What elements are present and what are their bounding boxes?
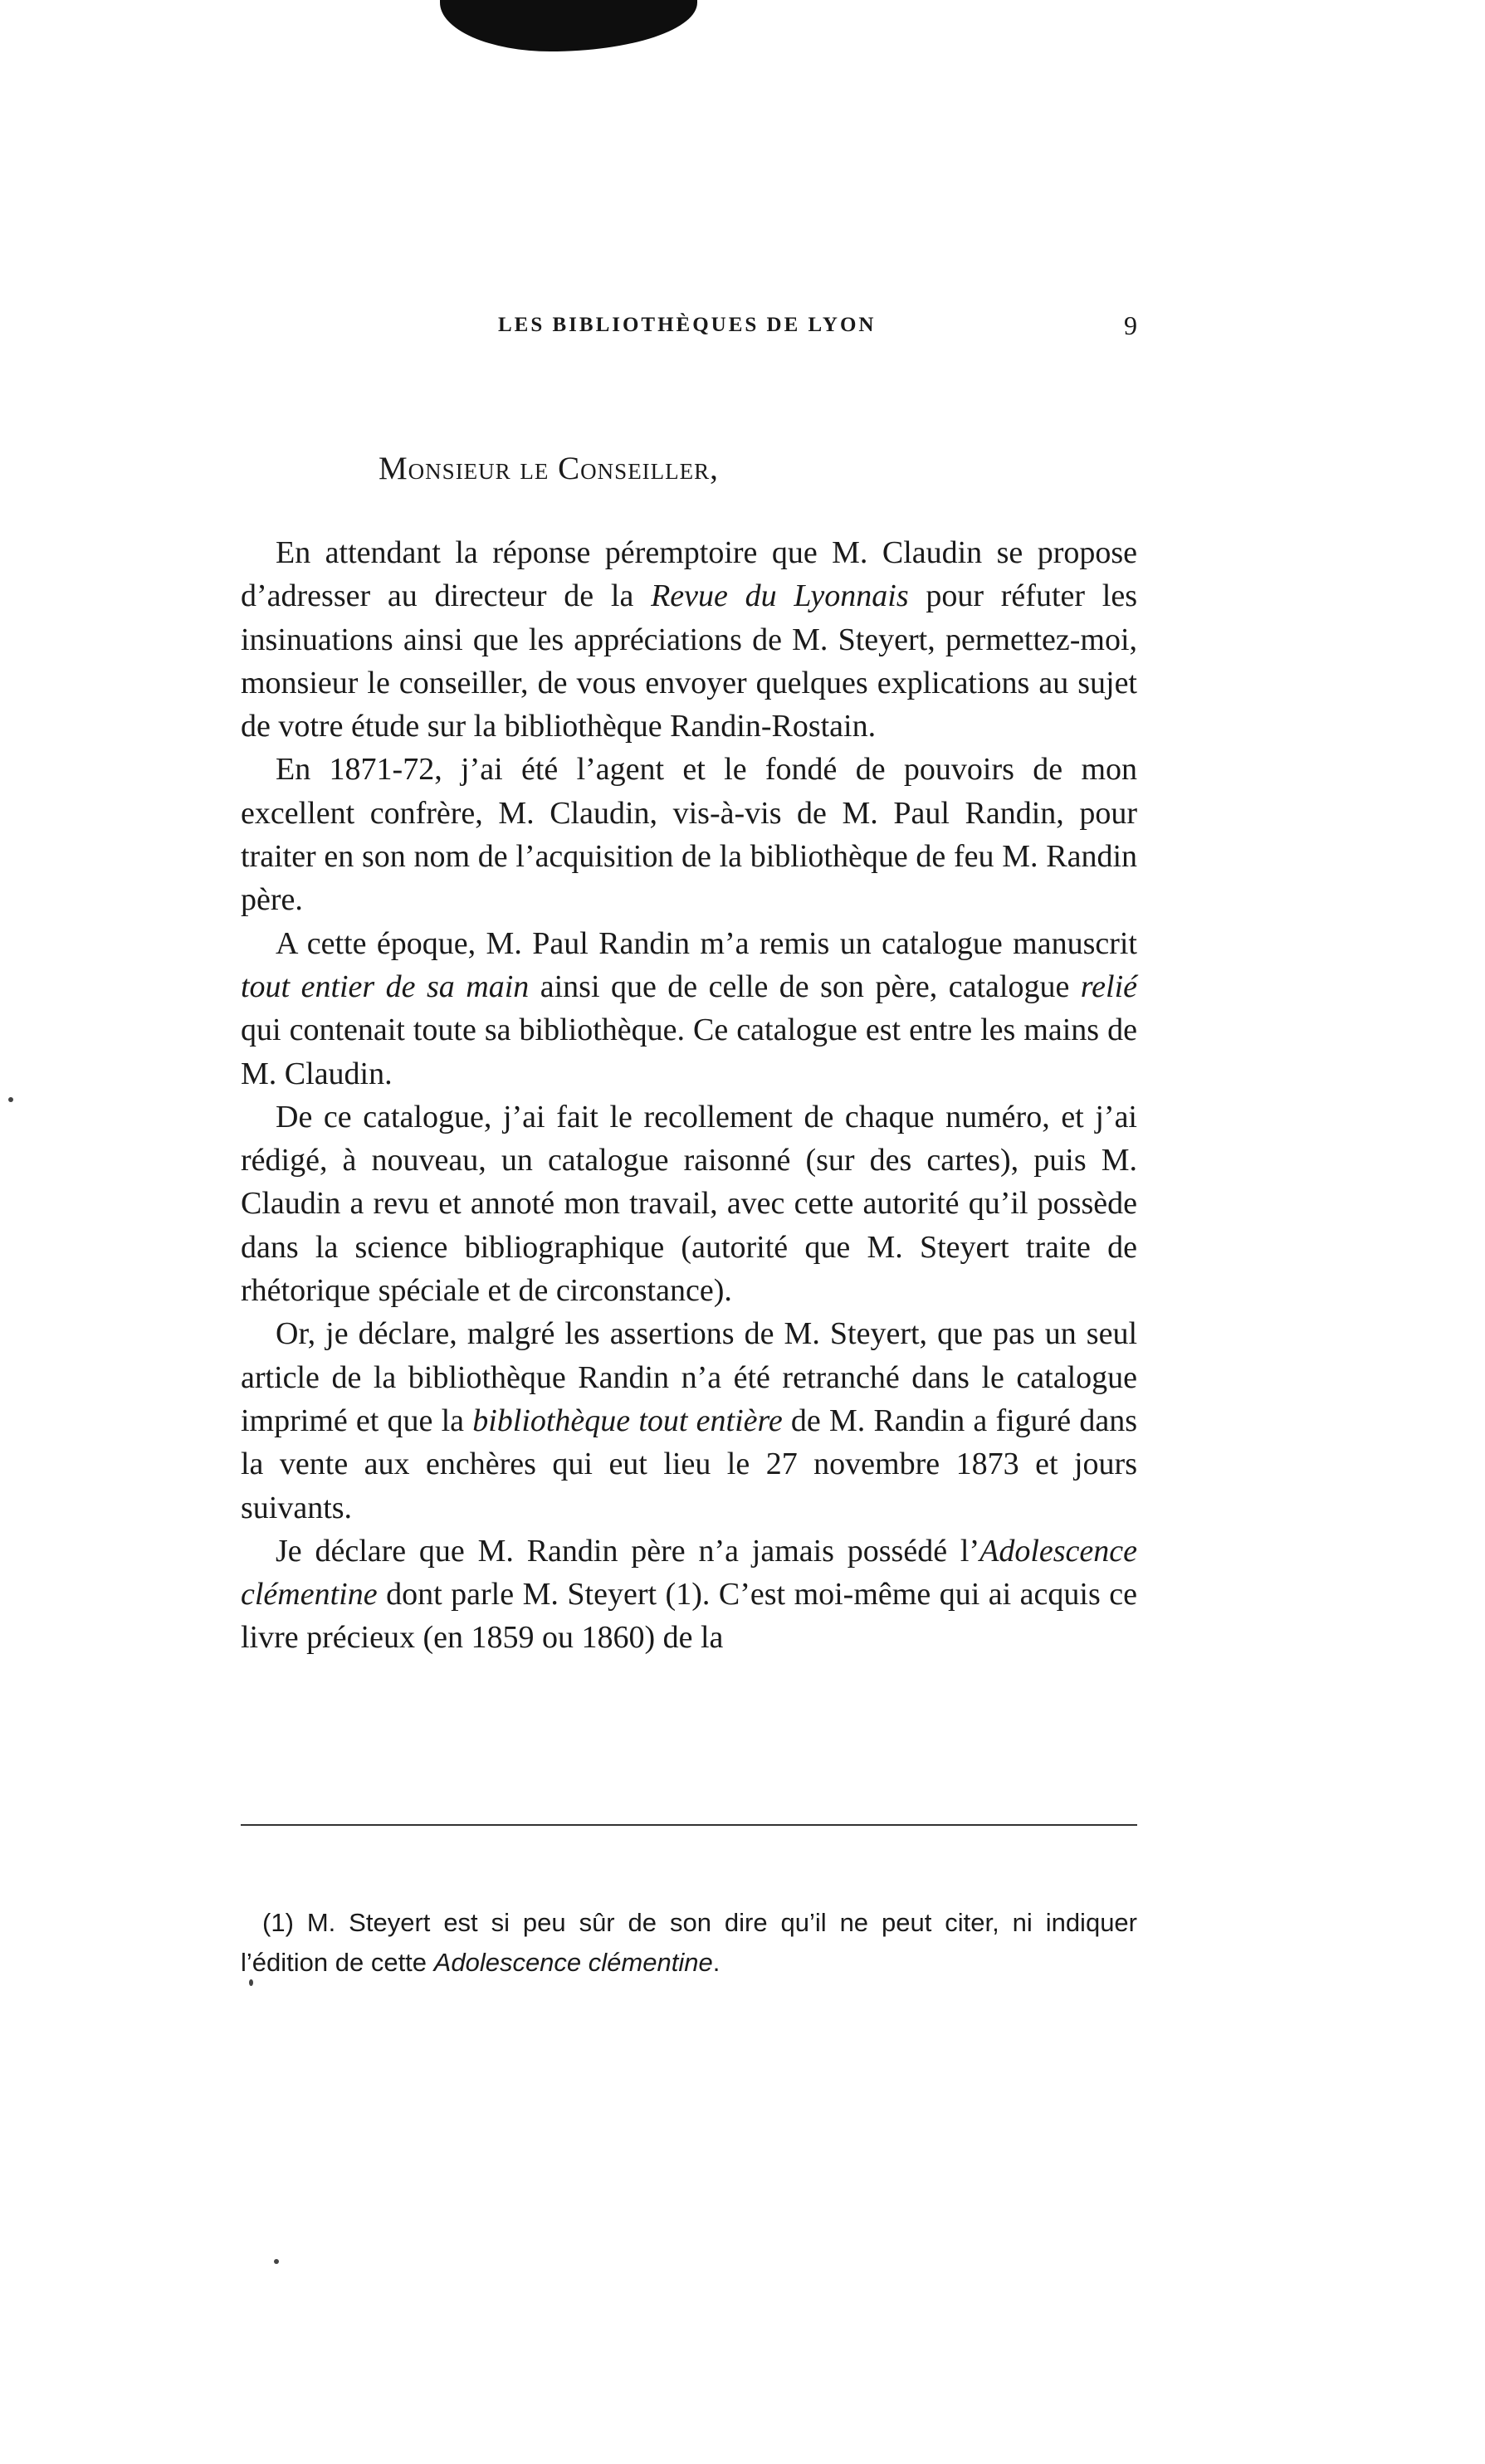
text-run: de M. Randin a figuré dans la vente aux enchères qui eut lieu le 27 novembre 1873 et jours suivants. — [241, 1403, 1138, 1525]
salutation: Monsieur le Conseiller, — [379, 451, 719, 486]
footnote-rule — [241, 1824, 1137, 1826]
text-run: dont parle M. Steyert (1). C’est moi-même qui ai acquis ce livre précieux (en 1859 ou 1860) de la — [241, 1577, 1137, 1656]
paragraph — [241, 531, 1137, 748]
scan-speck — [8, 1097, 13, 1102]
italic-text: relié — [1080, 969, 1138, 1004]
running-title: LES BIBLIOTHÈQUES DE LYON — [498, 314, 877, 336]
paragraph — [241, 1095, 1137, 1312]
italic-text: Revue du Lyonnais — [651, 578, 909, 614]
footnote — [241, 1903, 1137, 1983]
text-run: De ce catalogue, j’ai fait le recollement de chaque numéro, et j’ai rédigé, à nouveau, un catalogue raisonné (sur des cartes), puis M. Claudin a revu et annoté mon travail, avec cette autorité qu’il possède dans la science bibliographique (autorité que M. Steyert traite de rhétorique spéciale et de circonstance). — [241, 1099, 1137, 1309]
text-run: . — [712, 1948, 721, 1977]
text-run: qui contenait toute sa bibliothèque. Ce catalogue est entre les mains de M. Claudin. — [241, 1012, 1137, 1091]
text-run: ainsi que de celle de son père, catalogue — [529, 969, 1081, 1004]
running-head — [241, 310, 1137, 347]
text-run: En 1871-72, j’ai été l’agent et le fondé de pouvoirs de mon excellent confrère, M. Claudin, vis-à-vis de M. Paul Randin, pour traiter en son nom de l’acquisition de la bibliothèque de feu M. Randin père. — [241, 752, 1137, 918]
body-text — [241, 531, 1137, 1660]
page-number: 9 — [1124, 310, 1137, 340]
text-run: En attendant la réponse péremptoire que M. Claudin se propose d’adresser au directeur de la — [241, 535, 1137, 614]
italic-text: bibliothèque tout entière — [472, 1403, 783, 1438]
paragraph — [241, 748, 1137, 921]
italic-text: Adolescence clémentine — [433, 1948, 713, 1977]
italic-text: Adolescence clémentine — [241, 1533, 1137, 1613]
text-run: A cette époque, M. Paul Randin m’a remis un catalogue manuscrit — [276, 925, 1137, 961]
paragraph — [241, 922, 1137, 1095]
text-run: Or, je déclare, malgré les assertions de M. Steyert, que pas un seul article de la bibliothèque Randin n’a été retranché dans le catalogue imprimé et que la — [241, 1316, 1137, 1438]
text-run: Je déclare que M. Randin père n’a jamais possédé l’ — [276, 1533, 980, 1569]
text-run: pour réfuter les insinuations ainsi que les appréciations de M. Steyert, permettez-moi, monsieur le conseiller, de vous envoyer quelques explications au sujet de votre étude sur la bibliothèque Randin-Rostain. — [241, 578, 1137, 744]
ink-blot — [440, 0, 697, 51]
italic-text: tout entier de sa main — [241, 969, 530, 1004]
paragraph — [241, 1530, 1137, 1660]
paragraph — [241, 1312, 1137, 1529]
text-run: (1) M. Steyert est si peu sûr de son dire qu’il ne peut citer, ni indiquer l’édition de cette — [241, 1908, 1137, 1977]
scan-speck — [274, 2259, 279, 2264]
